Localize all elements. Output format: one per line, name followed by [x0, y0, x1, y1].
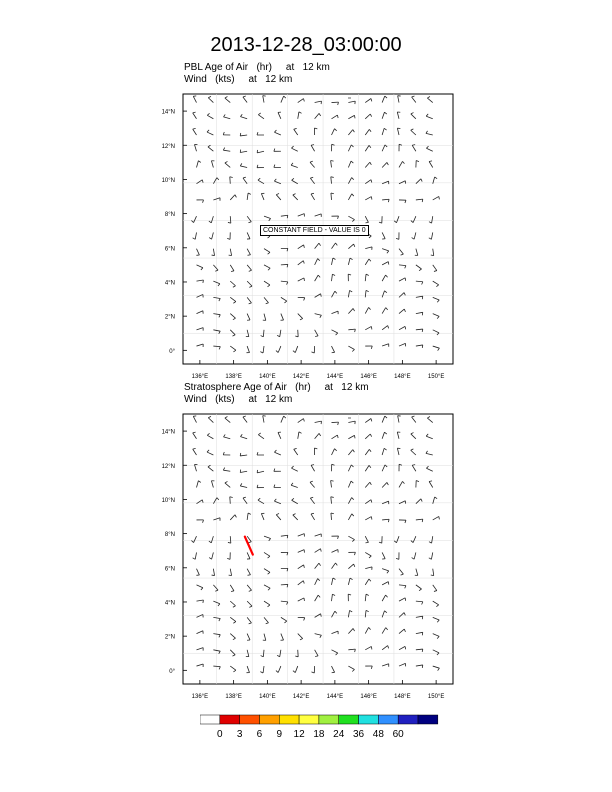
lon-tick-label: 140°E	[259, 694, 276, 700]
panel2-title-line1: Stratosphere Age of Air (hr) at 12 km	[184, 382, 369, 393]
colorbar-label: 0	[217, 729, 223, 740]
lon-tick-label: 136°E	[191, 694, 209, 700]
lat-tick-label: 0°	[169, 668, 175, 675]
colorbar-swatch	[378, 715, 398, 724]
wind-barb	[331, 193, 332, 200]
wind-barb-feather	[203, 600, 204, 603]
colorbar-label: 9	[276, 729, 283, 740]
wind-barb-feather	[405, 646, 406, 649]
lat-tick-label: 14°N	[161, 109, 175, 116]
colorbar-label: 60	[392, 729, 404, 740]
colorbar-swatch	[259, 715, 279, 724]
colorbar-swatch	[299, 715, 319, 724]
colorbar-swatch	[319, 715, 339, 724]
wind-barb-feather	[354, 115, 355, 118]
lat-tick-label: 10°N	[161, 497, 175, 504]
lon-tick-label: 136°E	[191, 374, 209, 380]
lat-tick-label: 2°N	[164, 314, 175, 321]
wind-barb-feather	[422, 665, 423, 668]
lon-tick-label: 140°E	[259, 374, 276, 380]
colorbar-label: 18	[313, 729, 325, 740]
wind-barb-feather	[248, 575, 251, 576]
wind-barb	[331, 513, 332, 520]
panel1-title-line2: Wind (kts) at 12 km	[184, 74, 293, 85]
lat-tick-label: 10°N	[161, 177, 175, 184]
colorbar-label: 12	[293, 729, 305, 740]
lat-tick-label: 8°N	[164, 212, 175, 219]
lat-tick-label: 8°N	[164, 532, 175, 539]
colorbar-label: 6	[256, 729, 263, 740]
wind-barb-feather	[240, 453, 241, 456]
lat-tick-label: 0°	[169, 348, 175, 355]
constant-field-message: CONSTANT FIELD - VALUE IS 0	[260, 225, 369, 236]
lon-tick-label: 144°E	[326, 374, 344, 380]
colorbar-label: 36	[352, 729, 365, 740]
lat-tick-label: 4°N	[164, 600, 175, 607]
colorbar-label: 24	[333, 729, 345, 740]
colorbar-swatch	[418, 715, 438, 724]
lon-tick-label: 142°E	[292, 694, 310, 700]
wind-barb-feather	[371, 517, 372, 520]
colorbar-labels	[200, 729, 440, 743]
wind-barb-feather	[315, 656, 318, 657]
colorbar-swatch	[359, 715, 379, 724]
wind-barb-feather	[371, 326, 372, 329]
lon-tick-label: 138°E	[225, 694, 242, 700]
lat-tick-label: 2°N	[164, 634, 175, 641]
lon-tick-label: 150°E	[427, 694, 445, 700]
lon-tick-label: 146°E	[360, 374, 377, 380]
wind-barb-feather	[315, 336, 318, 337]
pbl-age-of-air-plot	[140, 92, 470, 387]
colorbar-swatch	[398, 715, 418, 724]
wind-barb-feather	[240, 133, 241, 136]
panel2-title-line2: Wind (kts) at 12 km	[184, 394, 293, 405]
lat-tick-label: 4°N	[164, 280, 175, 287]
stratosphere-age-of-air-plot	[140, 412, 470, 707]
lat-tick-label: 6°N	[164, 566, 175, 573]
main-title: 2013-12-28_03:00:00	[210, 34, 402, 56]
wind-barb-feather	[371, 197, 372, 200]
lat-tick-label: 12°N	[161, 463, 175, 470]
colorbar-swatch	[240, 715, 260, 724]
lat-tick-label: 6°N	[164, 246, 175, 253]
wind-barb-feather	[203, 280, 204, 283]
lon-tick-label: 148°E	[394, 374, 411, 380]
panel1-title-line1: PBL Age of Air (hr) at 12 km	[184, 62, 330, 73]
colorbar-swatch	[220, 715, 240, 724]
lon-tick-label: 138°E	[225, 374, 242, 380]
lon-tick-label: 142°E	[292, 374, 310, 380]
colorbar-swatch	[279, 715, 299, 724]
lon-tick-label: 144°E	[326, 694, 344, 700]
wind-barb-feather	[431, 575, 434, 576]
wind-barb-feather	[354, 435, 355, 438]
lon-tick-label: 150°E	[427, 374, 445, 380]
colorbar-swatch	[200, 715, 220, 724]
wind-barb-feather	[371, 646, 372, 649]
lon-tick-label: 148°E	[394, 694, 411, 700]
wind-barb-feather	[422, 345, 423, 348]
wind-barb-feather	[431, 255, 434, 256]
colorbar-swatch	[339, 715, 359, 724]
wind-barb-feather	[405, 326, 406, 329]
colorbar	[200, 714, 440, 728]
colorbar-label: 48	[372, 729, 384, 740]
wind-barb-feather	[248, 255, 251, 256]
lon-tick-label: 146°E	[360, 694, 377, 700]
colorbar-label: 3	[236, 729, 243, 740]
lat-tick-label: 12°N	[161, 143, 175, 150]
lat-tick-label: 14°N	[161, 429, 175, 436]
